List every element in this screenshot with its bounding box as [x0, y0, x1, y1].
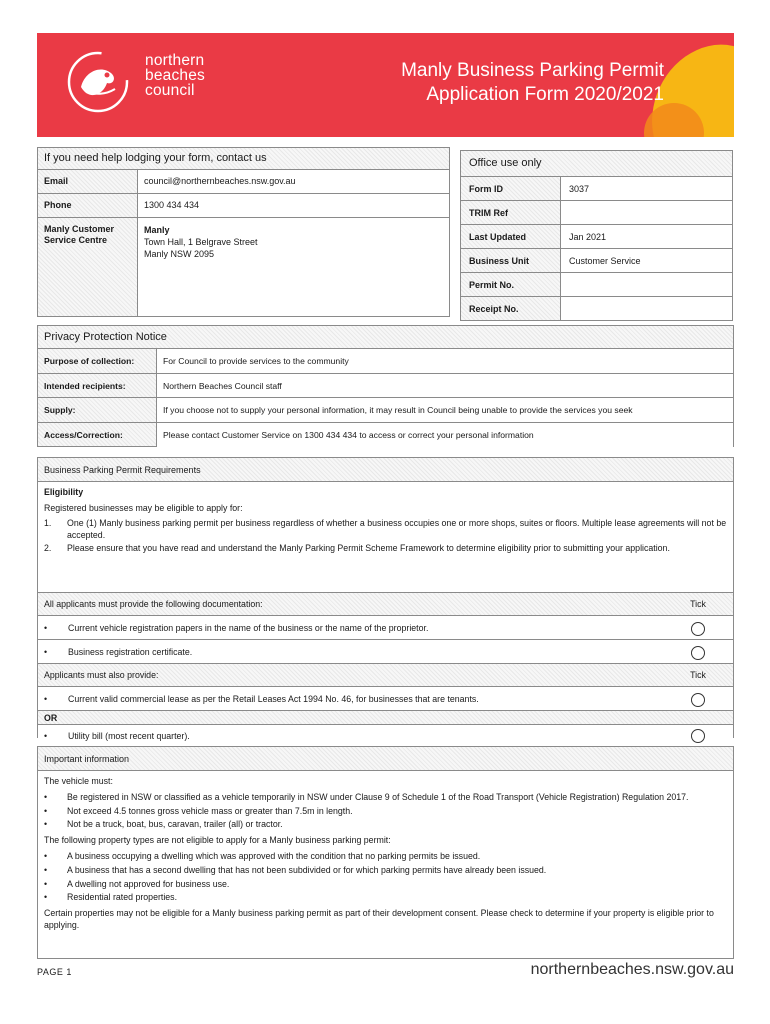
tick-checkbox-business-registration[interactable] [691, 646, 705, 660]
doc-item-label [38, 731, 663, 741]
list-item [44, 892, 727, 904]
bullet: • [44, 819, 48, 830]
tick-checkbox-vehicle-registration[interactable] [691, 622, 705, 636]
doc-item-row [38, 724, 733, 746]
contact-box [37, 147, 450, 317]
privacy-heading: Privacy Protection Notice [38, 326, 733, 349]
office-label: Receipt No. [461, 297, 561, 320]
privacy-label: Supply: [38, 398, 157, 422]
office-value-last-updated: Jan 2021 [561, 225, 732, 248]
bullet: • [44, 892, 48, 903]
address-suburb: Manly [144, 225, 170, 235]
logo-line-2: beaches [145, 67, 206, 84]
important-information [37, 746, 734, 959]
tick-checkbox-utility-bill[interactable] [691, 729, 705, 743]
list-item [44, 819, 727, 831]
list-text: Please ensure that you have read and understand the Manly Parking Permit Scheme Framework to determine eligibility prior to submitting your application. [67, 543, 670, 553]
bullet: • [44, 693, 48, 704]
privacy-label: Intended recipients: [38, 374, 157, 398]
tick-column-label: Tick [690, 670, 706, 680]
office-row [461, 201, 732, 225]
privacy-row [38, 423, 733, 448]
office-value-permit-no[interactable] [561, 273, 732, 296]
list-text: Not exceed 4.5 tonnes gross vehicle mass or greater than 7.5m in length. [67, 805, 353, 816]
bullet: • [44, 622, 48, 633]
property-intro: The following property types are not eligible to apply for a Manly business parking permit: [44, 835, 391, 846]
form-title-line-2: Application Form 2020/2021 [426, 84, 664, 105]
office-heading: Office use only [461, 151, 732, 177]
all-docs-header-row [38, 592, 733, 615]
bullet: • [44, 805, 48, 816]
eligibility-block [38, 482, 733, 592]
contact-row-email [38, 170, 449, 194]
bullet: • [44, 646, 48, 657]
privacy-row [38, 398, 733, 423]
form-title-line-1: Manly Business Parking Permit [401, 60, 664, 81]
also-docs-header-row [38, 663, 733, 686]
office-row [461, 225, 732, 249]
eligibility-title: Eligibility [44, 487, 84, 497]
office-row [461, 297, 732, 320]
privacy-label: Access/Correction: [38, 423, 157, 448]
office-use-box [460, 150, 733, 321]
list-text: A business occupying a dwelling which was approved with the condition that no parking permits be issued. [67, 850, 481, 861]
bullet: • [44, 864, 48, 875]
address-postcode: Manly NSW 2095 [144, 249, 215, 259]
list-item [44, 806, 727, 818]
also-docs-heading: Applicants must also provide: [44, 670, 159, 680]
list-text: Be registered in NSW or classified as a vehicle temporarily in NSW under Clause 9 of Schedule 1 of the Road Transport (Vehicle Registration) Regulation 2017. [67, 791, 689, 802]
privacy-row [38, 349, 733, 374]
privacy-row [38, 374, 733, 399]
doc-item-label [38, 694, 663, 704]
list-item [44, 865, 727, 877]
doc-item-text: Current vehicle registration papers in the name of the business or the name of the proprietor. [68, 622, 429, 633]
all-docs-heading: All applicants must provide the following documentation: [44, 599, 263, 609]
contact-row-service-centre [38, 218, 449, 316]
council-logo-icon [67, 51, 129, 113]
tick-column-label: Tick [690, 599, 706, 609]
tick-checkbox-commercial-lease[interactable] [691, 693, 705, 707]
vehicle-intro: The vehicle must: [44, 776, 113, 786]
logo-line-3: council [145, 82, 195, 99]
office-row [461, 177, 732, 201]
requirements-section [37, 457, 734, 741]
privacy-value: If you choose not to supply your personal information, it may result in Council being unable to provide the services you seek [157, 398, 733, 422]
contact-label: Email [38, 170, 138, 193]
header-banner [37, 33, 734, 137]
or-row [38, 710, 733, 724]
list-item [44, 851, 727, 863]
logo-wordmark [145, 53, 205, 98]
office-label: TRIM Ref [461, 201, 561, 224]
privacy-value: Please contact Customer Service on 1300 434 434 to access or correct your personal information [157, 423, 733, 448]
list-number: 1. [44, 518, 52, 528]
list-item [44, 543, 727, 555]
office-row [461, 273, 732, 297]
doc-item-text: Business registration certificate. [68, 646, 193, 657]
list-text: One (1) Manly business parking permit per business regardless of whether a business occupies one or more shops, suites or floors. Multiple lease agreements will not be accepted. [67, 518, 727, 540]
list-item [44, 879, 727, 891]
requirements-heading: Business Parking Permit Requirements [38, 458, 733, 482]
office-label: Permit No. [461, 273, 561, 296]
office-value-trim-ref[interactable] [561, 201, 732, 224]
doc-item-text: Current valid commercial lease as per the Retail Leases Act 1994 No. 46, for businesses that are tenants. [68, 693, 479, 704]
office-row [461, 249, 732, 273]
contact-heading: If you need help lodging your form, contact us [38, 148, 449, 170]
office-label: Form ID [461, 177, 561, 200]
list-item [44, 792, 727, 804]
logo-line-1: northern [145, 52, 205, 69]
contact-label: Phone [38, 194, 138, 217]
bullet: • [44, 730, 48, 741]
bullet: • [44, 850, 48, 861]
privacy-value: For Council to provide services to the community [157, 349, 733, 373]
form-title [401, 59, 664, 107]
doc-item-row [38, 639, 733, 663]
office-label: Business Unit [461, 249, 561, 272]
list-number: 2. [44, 543, 52, 553]
privacy-label: Purpose of collection: [38, 349, 157, 373]
website-link[interactable]: northernbeaches.nsw.gov.au [530, 961, 734, 978]
doc-item-row [38, 686, 733, 710]
list-text: A business that has a second dwelling that has not been subdivided or for which parking permits have already been issued. [67, 864, 547, 875]
list-text: Residential rated properties. [67, 892, 178, 903]
contact-address [138, 218, 449, 316]
office-value-business-unit: Customer Service [561, 249, 732, 272]
office-label: Last Updated [461, 225, 561, 248]
bullet: • [44, 878, 48, 889]
eligibility-intro: Registered businesses may be eligible to apply for: [44, 502, 243, 513]
important-heading: Important information [38, 747, 733, 771]
bullet: • [44, 791, 48, 802]
contact-row-phone [38, 194, 449, 218]
office-value-receipt-no[interactable] [561, 297, 732, 320]
closing-note: Certain properties may not be eligible for a Manly business parking permit as part of their development consent. Please check to determine if your property is eligible prior to applying. [44, 908, 714, 930]
list-text: Not be a truck, boat, bus, caravan, trailer (all) or tractor. [67, 819, 283, 830]
contact-email-link[interactable]: council@northernbeaches.nsw.gov.au [138, 170, 449, 193]
privacy-notice [37, 325, 734, 447]
doc-item-row [38, 615, 733, 639]
page-number: PAGE 1 [37, 967, 72, 977]
doc-item-label [38, 647, 663, 657]
privacy-value: Northern Beaches Council staff [157, 374, 733, 398]
contact-label: Manly Customer Service Centre [38, 218, 138, 316]
office-value-form-id: 3037 [561, 177, 732, 200]
important-body [38, 771, 733, 941]
doc-item-label [38, 623, 663, 633]
list-text: A dwelling not approved for business use. [67, 878, 230, 889]
list-item [44, 518, 727, 541]
or-label: OR [44, 712, 58, 723]
doc-item-text: Utility bill (most recent quarter). [68, 730, 190, 741]
address-street: Town Hall, 1 Belgrave Street [144, 237, 258, 247]
contact-phone: 1300 434 434 [138, 194, 449, 217]
